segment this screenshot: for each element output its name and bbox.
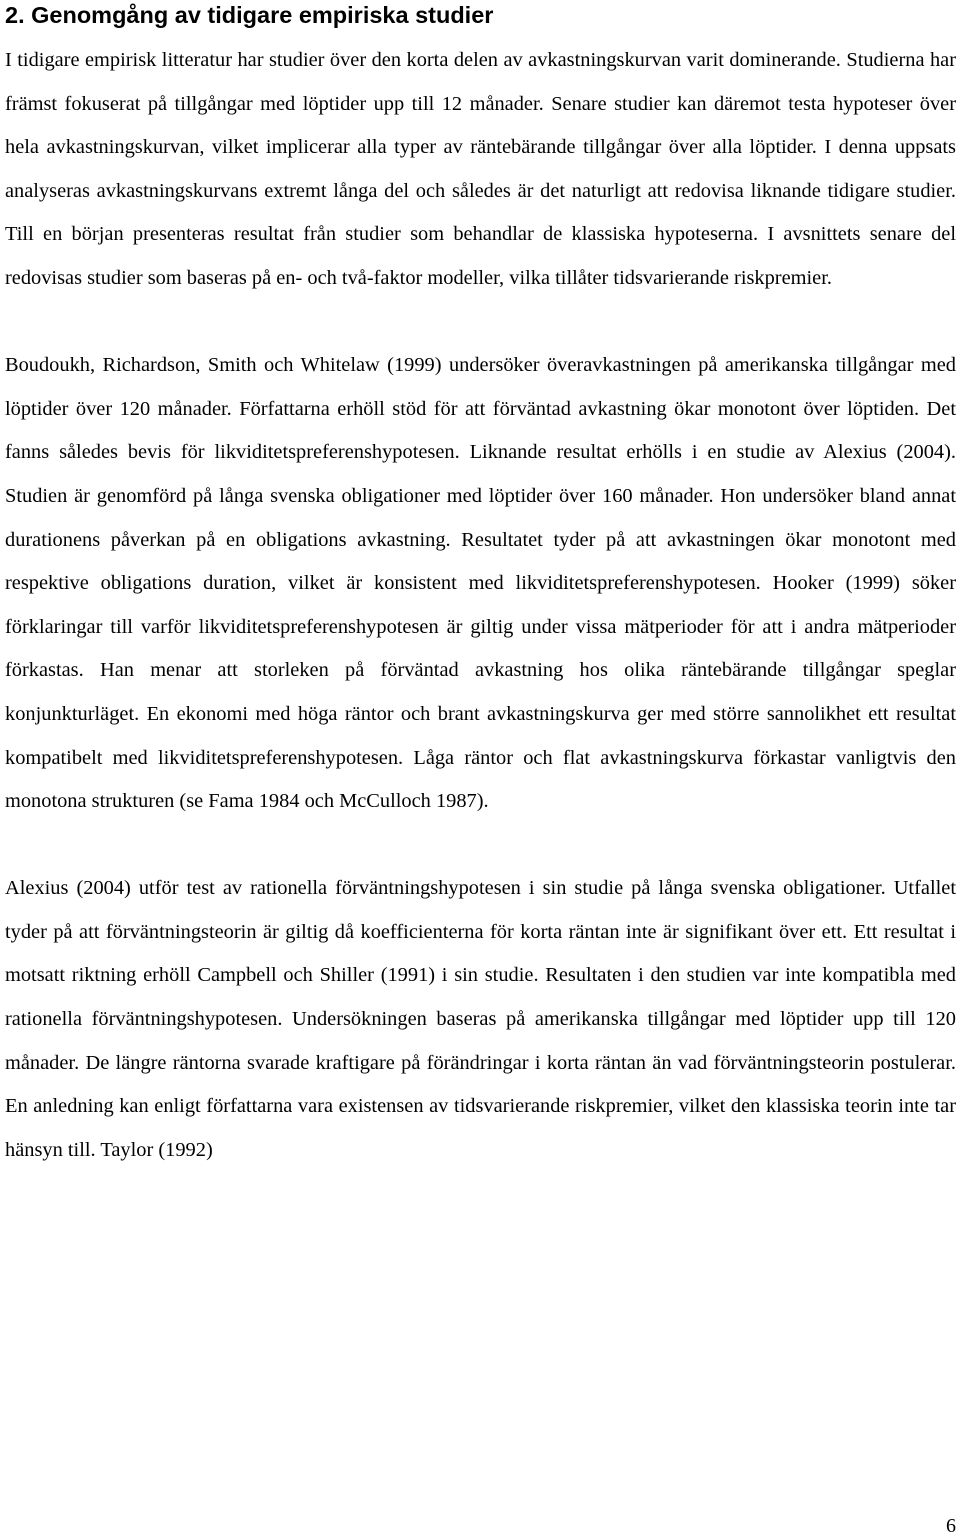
- page-number: 6: [946, 1515, 956, 1537]
- paragraph-intro: I tidigare empirisk litteratur har studier över den korta delen av avkastningskurvan varit dominerande. Studierna har främst fokuserat på tillgångar med löptider upp till 12 månader. Senare studier kan däremot testa hypoteser över hela avkastningskurvan, vilket implicerar alla typer av räntebärande tillgångar över alla löptider. I denna uppsats analyseras avkastningskurvans extremt långa del och således är det naturligt att redovisa liknande tidigare studier. Till en början presenteras resultat från studier som behandlar de klassiska hypoteserna. I avsnittets senare del redovisas studier som baseras på en- och två-faktor modeller, vilka tillåter tidsvarierande riskpremier.: [5, 49, 956, 289]
- paragraph-boudoukh: Boudoukh, Richardson, Smith och Whitelaw (1999) undersöker överavkastningen på amerikanska tillgångar med löptider över 120 månader. Författarna erhöll stöd för att förväntad avkastning ökar monotont över löptiden. Det fanns således bevis för likviditetspreferenshypotesen. Liknande resultat erhölls i en studie av Alexius (2004). Studien är genomförd på långa svenska obligationer med löptider över 160 månader. Hon undersöker bland annat durationens påverkan på en obligations avkastning. Resultatet tyder på att avkastningen ökar monotont med respektive obligations duration, vilket är konsistent med likviditetspreferenshypotesen. Hooker (1999) söker förklaringar till varför likviditetspreferenshypotesen är giltig under vissa mätperioder för att i andra mätperioder förkastas. Han menar att storleken på förväntad avkastning hos olika räntebärande tillgångar speglar konjunkturläget. En ekonomi med höga räntor och brant avkastningskurva ger med större sannolikhet ett resultat kompatibelt med likviditetspreferenshypotesen. Låga räntor och flat avkastningskurva förkastar vanligtvis den monotona strukturen (se Fama 1984 och McCulloch 1987).: [5, 354, 956, 813]
- paragraph-alexius: Alexius (2004) utför test av rationella förväntningshypotesen i sin studie på långa svenska obligationer. Utfallet tyder på att förväntningsteorin är giltig då koefficienterna för korta räntan inte är signifikant över ett. Ett resultat i motsatt riktning erhöll Campbell och Shiller (1991) i sin studie. Resultaten i den studien var inte kompatibla med rationella förväntningshypotesen. Undersökningen baseras på amerikanska tillgångar med löptider upp till 120 månader. De längre räntorna svarade kraftigare på förändringar i korta räntan än vad förväntningsteorin postulerar. En anledning kan enligt författarna vara existensen av tidsvarierande riskpremier, vilket den klassiska teorin inte tar hänsyn till. Taylor (1992): [5, 877, 956, 1161]
- document-page: [5, 0, 956, 1172]
- section-heading: 2. Genomgång av tidigare empiriska studier: [5, 2, 494, 28]
